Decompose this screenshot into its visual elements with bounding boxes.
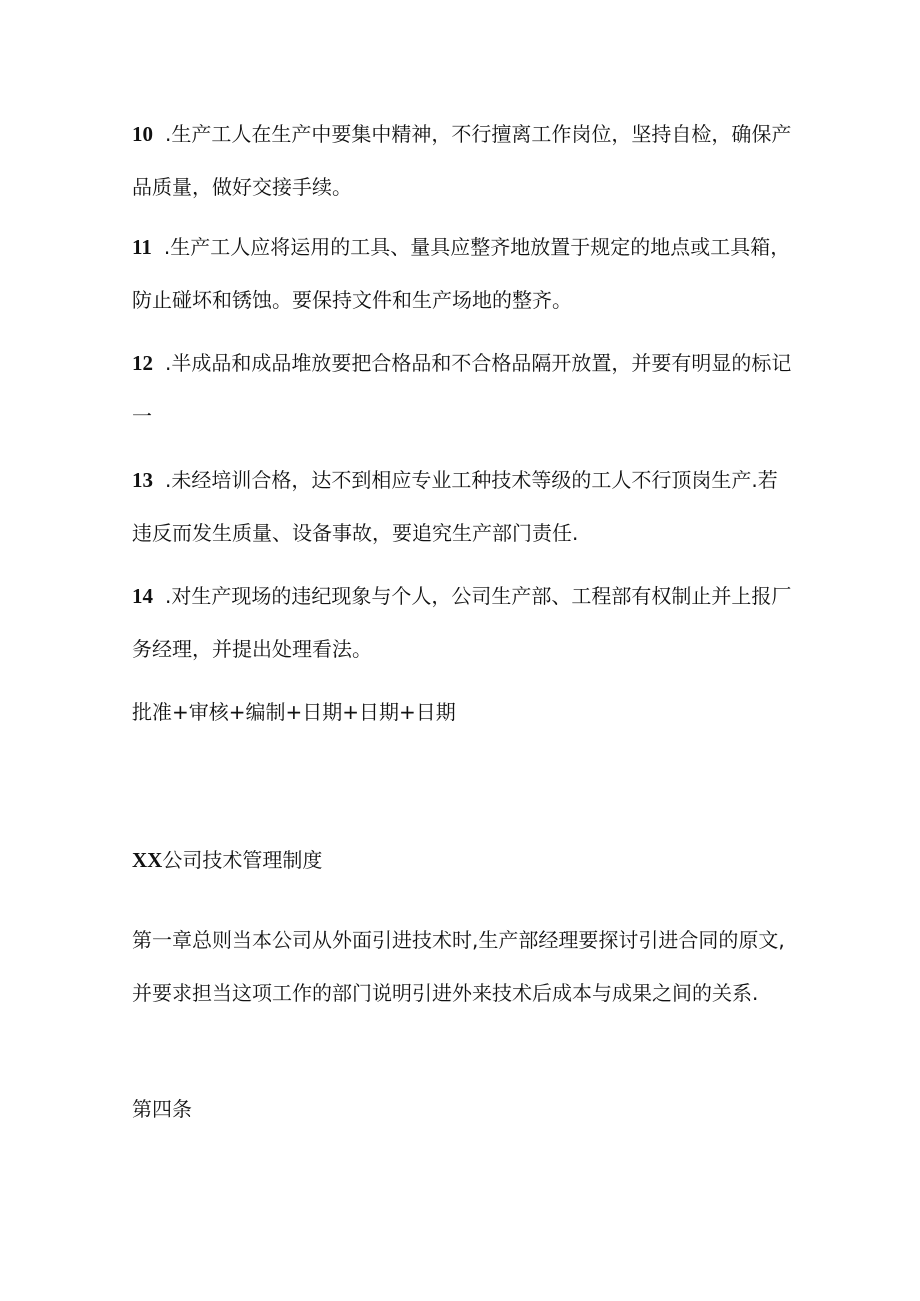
document-title xyxy=(132,834,322,887)
item-text: .对生产现场的违纪现象与个人，公司生产部、工程部有权制止并上报厂务经理，并提出处理看法。 xyxy=(132,584,792,661)
title-rest: 公司技术管理制度 xyxy=(162,848,323,872)
list-item-14 xyxy=(132,570,792,676)
article-heading: 第四条 xyxy=(132,1097,192,1121)
approval-line: 批准+审核+编制+日期+日期+日期 xyxy=(132,700,456,724)
item-number: 13 xyxy=(132,468,153,492)
list-item-11 xyxy=(132,221,792,327)
item-number: 14 xyxy=(132,584,153,608)
item-number: 10 xyxy=(132,122,153,146)
item-number: 12 xyxy=(132,351,153,375)
title-prefix: XX xyxy=(132,848,163,872)
item-text: .未经培训合格，达不到相应专业工种技术等级的工人不行顶岗生产.若违反而发生质量、设备事故，要追究生产部门责任. xyxy=(132,468,778,545)
list-item-13 xyxy=(132,454,792,560)
list-item-10 xyxy=(132,108,792,214)
item-text: .生产工人在生产中要集中精神，不行擅离工作岗位，坚持自检，确保产品质量，做好交接手续。 xyxy=(132,122,792,199)
item-text: .生产工人应将运用的工具、量具应整齐地放置于规定的地点或工具箱，防止碰坏和锈蚀。要保持文件和生产场地的整齐。 xyxy=(132,235,791,312)
chapter-paragraph: 第一章总则当本公司从外面引进技术时,生产部经理要探讨引进合同的原文,并要求担当这项工作的部门说明引进外来技术后成本与成果之间的关系. xyxy=(132,928,785,1005)
list-item-12 xyxy=(132,337,792,443)
item-text: .半成品和成品堆放要把合格品和不合格品隔开放置，并要有明显的标记一 xyxy=(132,351,792,428)
item-number: 11 xyxy=(132,235,152,259)
